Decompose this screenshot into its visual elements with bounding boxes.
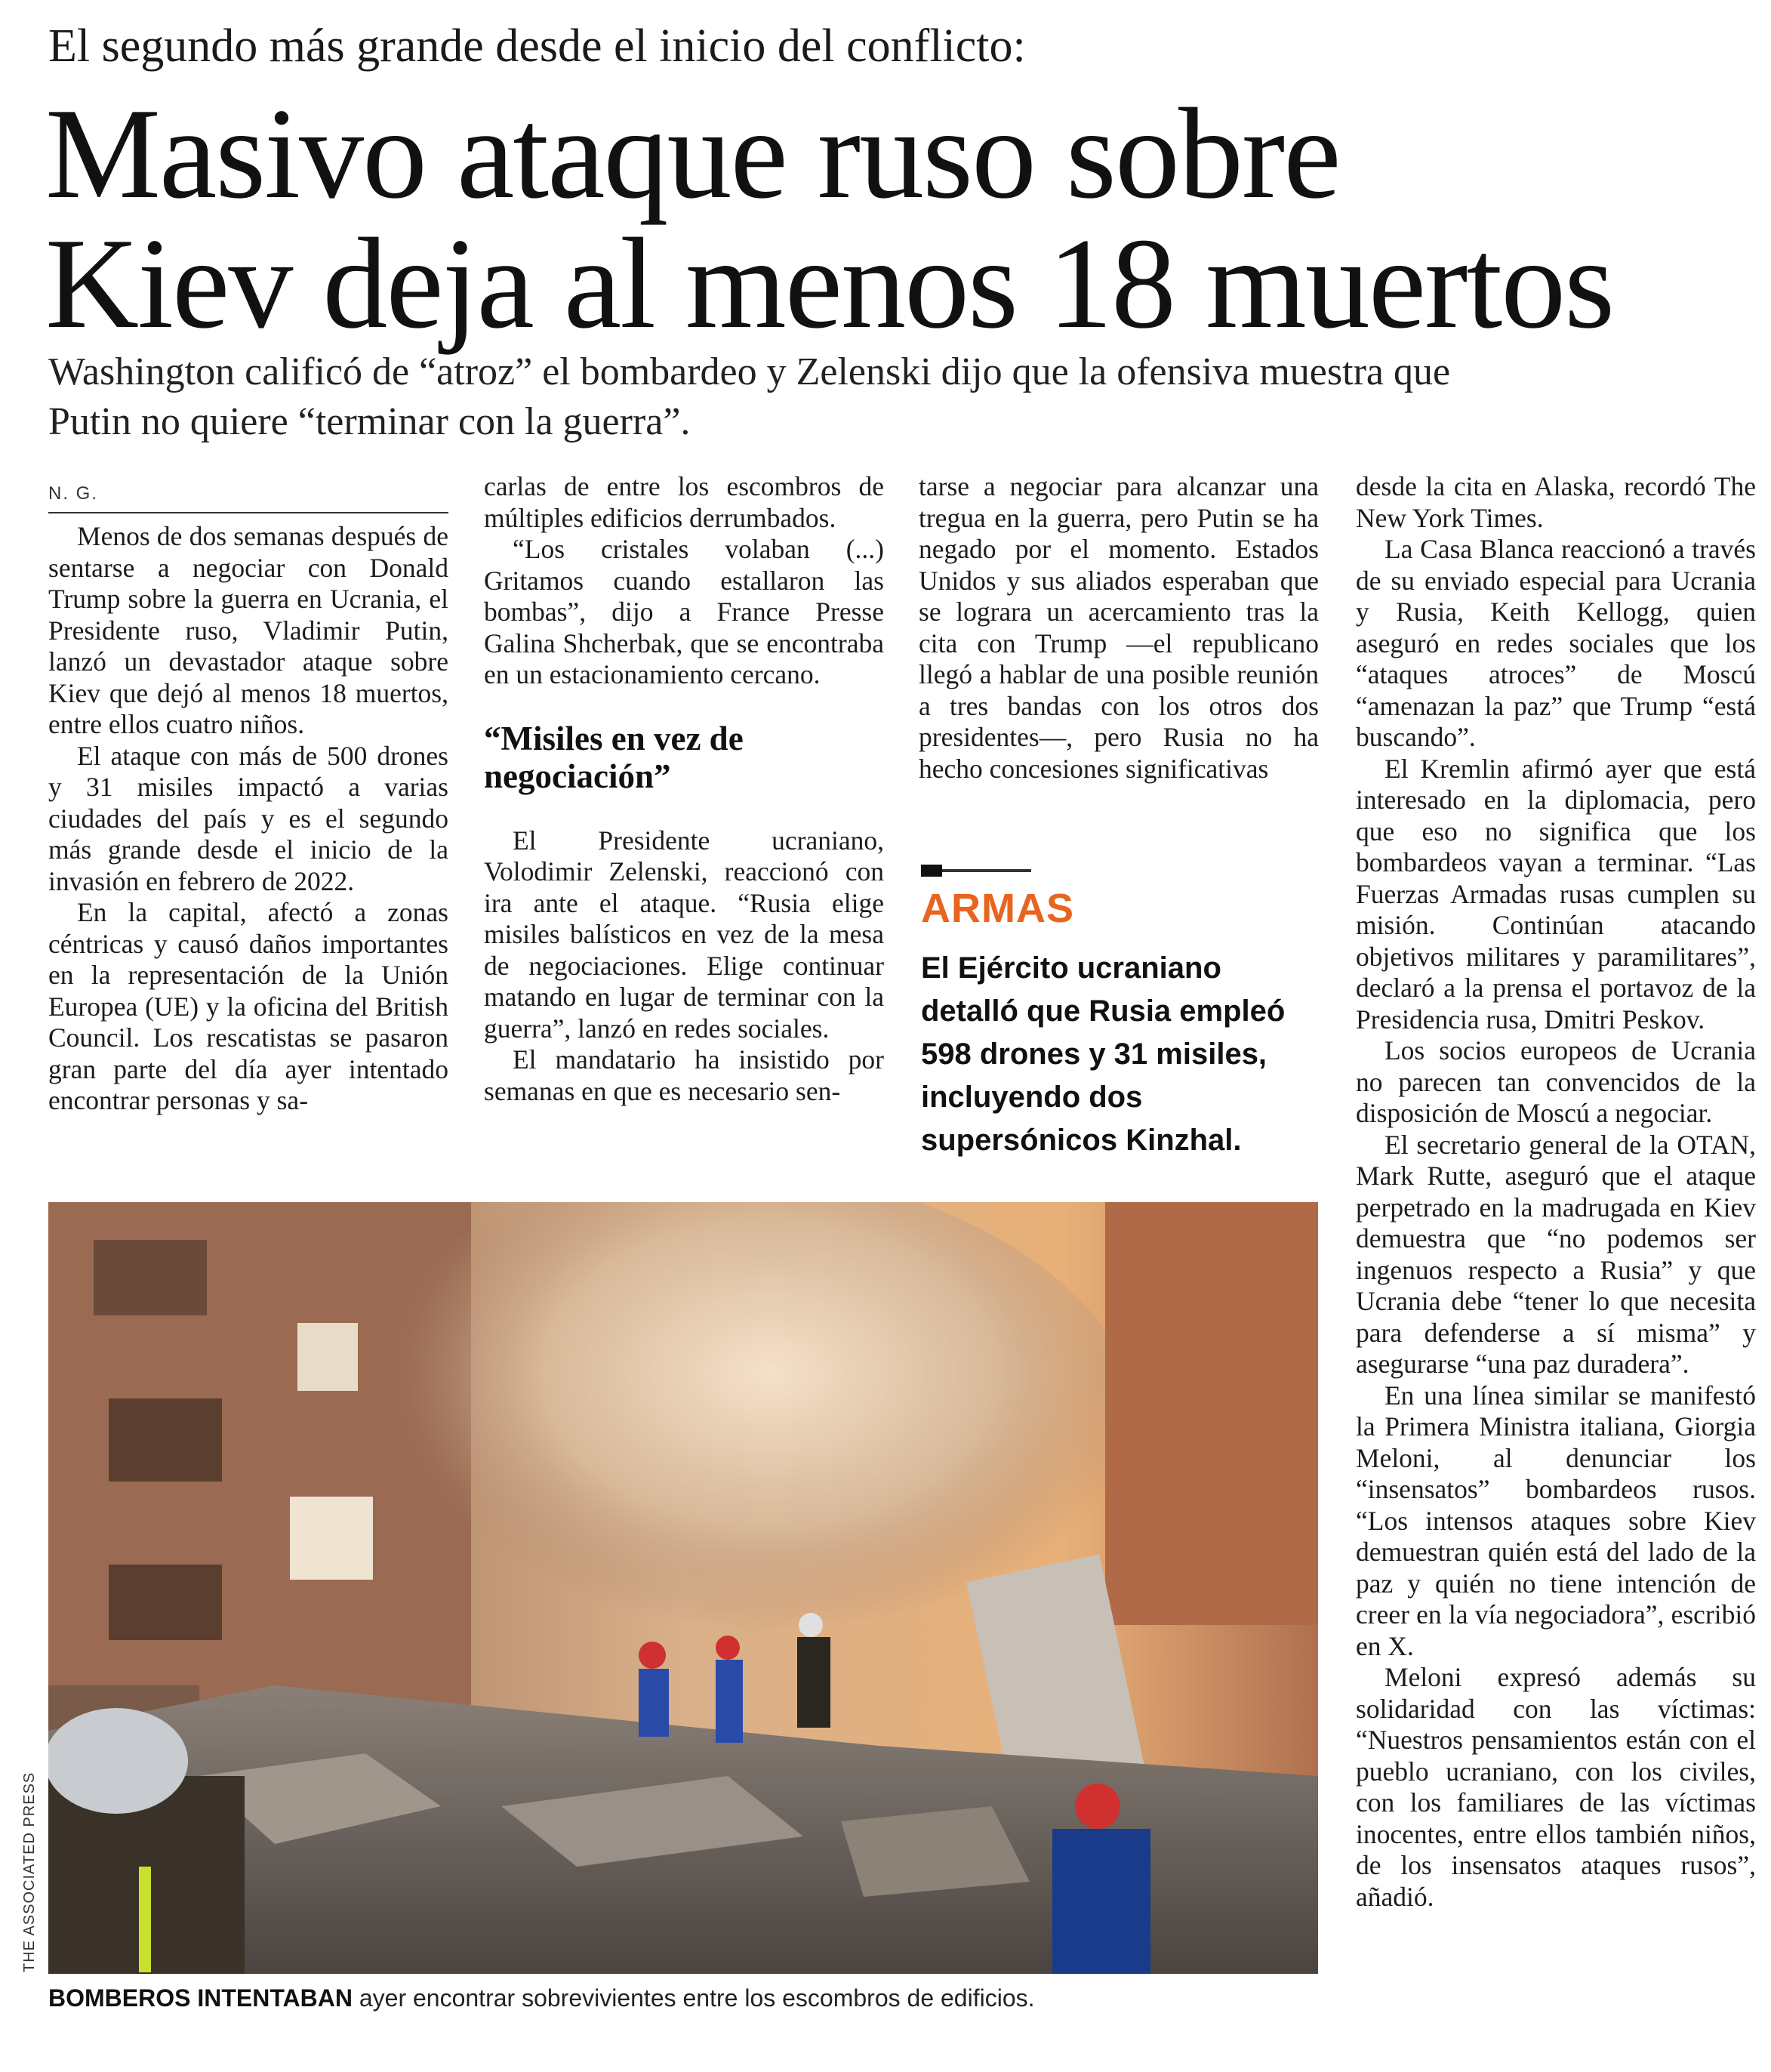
paragraph: La Casa Blanca reaccionó a través de su enviado especial para Ucrania y Rusia, Keith Kellogg, quien aseguró en redes sociales que los “ataques atroces” de Moscú “amenazan la paz” que Trump “está buscando”. [1356,534,1756,752]
paragraph: Menos de dos semanas después de sentarse a negociar con Donald Trump sobre la guerra en Ucrania, el Presidente ruso, Vladimir Putin, lanzó un devastador ataque sobre Kiev que dejó al menos 18 muertos, entre ellos cuatro niños. [48,521,448,739]
sidebar-fact-line: supersónicos Kinzhal. [921,1124,1242,1157]
dek-line-1: Washington calificó de “atroz” el bombardeo y Zelenski dijo que la ofensiva muestra que [48,350,1451,393]
photo-caption [48,1984,1035,2012]
sidebar-label: ARMAS [921,886,1074,931]
headline-line-2: Kiev deja al menos 18 muertos [45,212,1614,356]
headline-line-1: Masivo ataque ruso sobre [45,82,1340,226]
sidebar-fact-line: detalló que Rusia empleó [921,994,1286,1028]
paragraph: El Presidente ucraniano, Volodimir Zelenski, reaccionó con ira ante el ataque. “Rusia elige misiles balísticos en vez de la mesa de negociaciones. Elige continuar matando en lugar de terminar con la guerra”, lanzó en redes sociales. [484,825,884,1044]
article-column-2 [484,471,884,1107]
article-column-3 [919,471,1319,785]
sidebar-fact [921,947,1344,1162]
paragraph: carlas de entre los escombros de múltiples edificios derrumbados. [484,471,884,533]
news-photo [48,1202,1318,1974]
photo-credit: THE ASSOCIATED PRESS [21,1771,38,1972]
paragraph: Los socios europeos de Ucrania no parecen tan convencidos de la disposición de Moscú a negociar. [1356,1035,1756,1128]
paragraph: En una línea similar se manifestó la Primera Ministra italiana, Giorgia Meloni, al denunciar los “insensatos” bombardeos rusos. “Los intensos ataques sobre Kiev demuestran quién está del lado de la paz y quién no tiene intención de creer en la vía negociadora”, escribió en X. [1356,1380,1756,1661]
section-subhead: “Misiles en vez de negociación” [484,719,744,795]
byline: N. G. [48,483,448,513]
photo-illustration [48,1202,1318,1974]
sidebar-rule [921,869,1031,872]
paragraph: El Kremlin afirmó ayer que está interesado en la diplomacia, pero que eso no significa que los bombardeos vayan a terminar. “Las Fuerzas Armadas rusas cumplen su misión. Continúan atacando objetivos militares y paramilitares”, declaró a la prensa el portavoz de la Presidencia rusa, Dmitri Peskov. [1356,753,1756,1034]
paragraph: El secretario general de la OTAN, Mark Rutte, aseguró que el ataque perpetrado en la madrugada en Kiev demuestra que “no podemos ser ingenuos respecto a Rusia” y que Ucrania debe “tener lo que necesita para defenderse a sí misma” y asegurarse “una paz duradera”. [1356,1129,1756,1379]
sidebar-fact-line: El Ejército ucraniano [921,951,1221,985]
kicker: El segundo más grande desde el inicio del conflicto: [48,20,1026,72]
paragraph: En la capital, afectó a zonas céntricas y causó daños importantes en la representación de la Unión Europea (UE) y la oficina del British Council. Los rescatistas se pasaron gran parte del día ayer intentado encontrar personas y sa- [48,897,448,1115]
caption-lead: BOMBEROS INTENTABAN [48,1984,353,2012]
caption-text: ayer encontrar sobrevivientes entre los escombros de edificios. [352,1984,1035,2012]
headline [45,82,1736,356]
paragraph: El ataque con más de 500 drones y 31 misiles impactó a varias ciudades del país y es el segundo más grande desde el inicio de la invasión en febrero de 2022. [48,740,448,896]
article-column-1 [48,521,448,1117]
sidebar-fact-line: incluyendo dos [921,1081,1143,1114]
sidebar-fact-line: 598 drones y 31 misiles, [921,1038,1267,1071]
paragraph: El mandatario ha insistido por semanas en que es necesario sen- [484,1044,884,1106]
dek-line-2: Putin no quiere “terminar con la guerra”. [48,400,691,443]
article-column-4 [1356,471,1756,1913]
paragraph: tarse a negociar para alcanzar una tregua en la guerra, pero Putin se ha negado por el momento. Estados Unidos y sus aliados esperaban que se lograra un acercamiento tras la cita con Trump —el republicano llegó a hablar de una posible reunión a tres bandas con los otros dos presidentes—, pero Rusia no ha hecho concesiones significativas [919,471,1319,784]
dek [48,347,1732,447]
paragraph: desde la cita en Alaska, recordó The New York Times. [1356,471,1756,533]
building-facade-right [1105,1202,1318,1625]
paragraph: Meloni expresó además su solidaridad con las víctimas: “Nuestros pensamientos están con el pueblo ucraniano, con los civiles, con los familiares de las víctimas inocentes, entre ellos también niños, de los insensatos ataques rusos”, añadió. [1356,1662,1756,1912]
paragraph: “Los cristales volaban (...) Gritamos cuando estallaron las bombas”, dijo a France Presse Galina Shcherbak, que se encontraba en un estacionamiento cercano. [484,534,884,689]
